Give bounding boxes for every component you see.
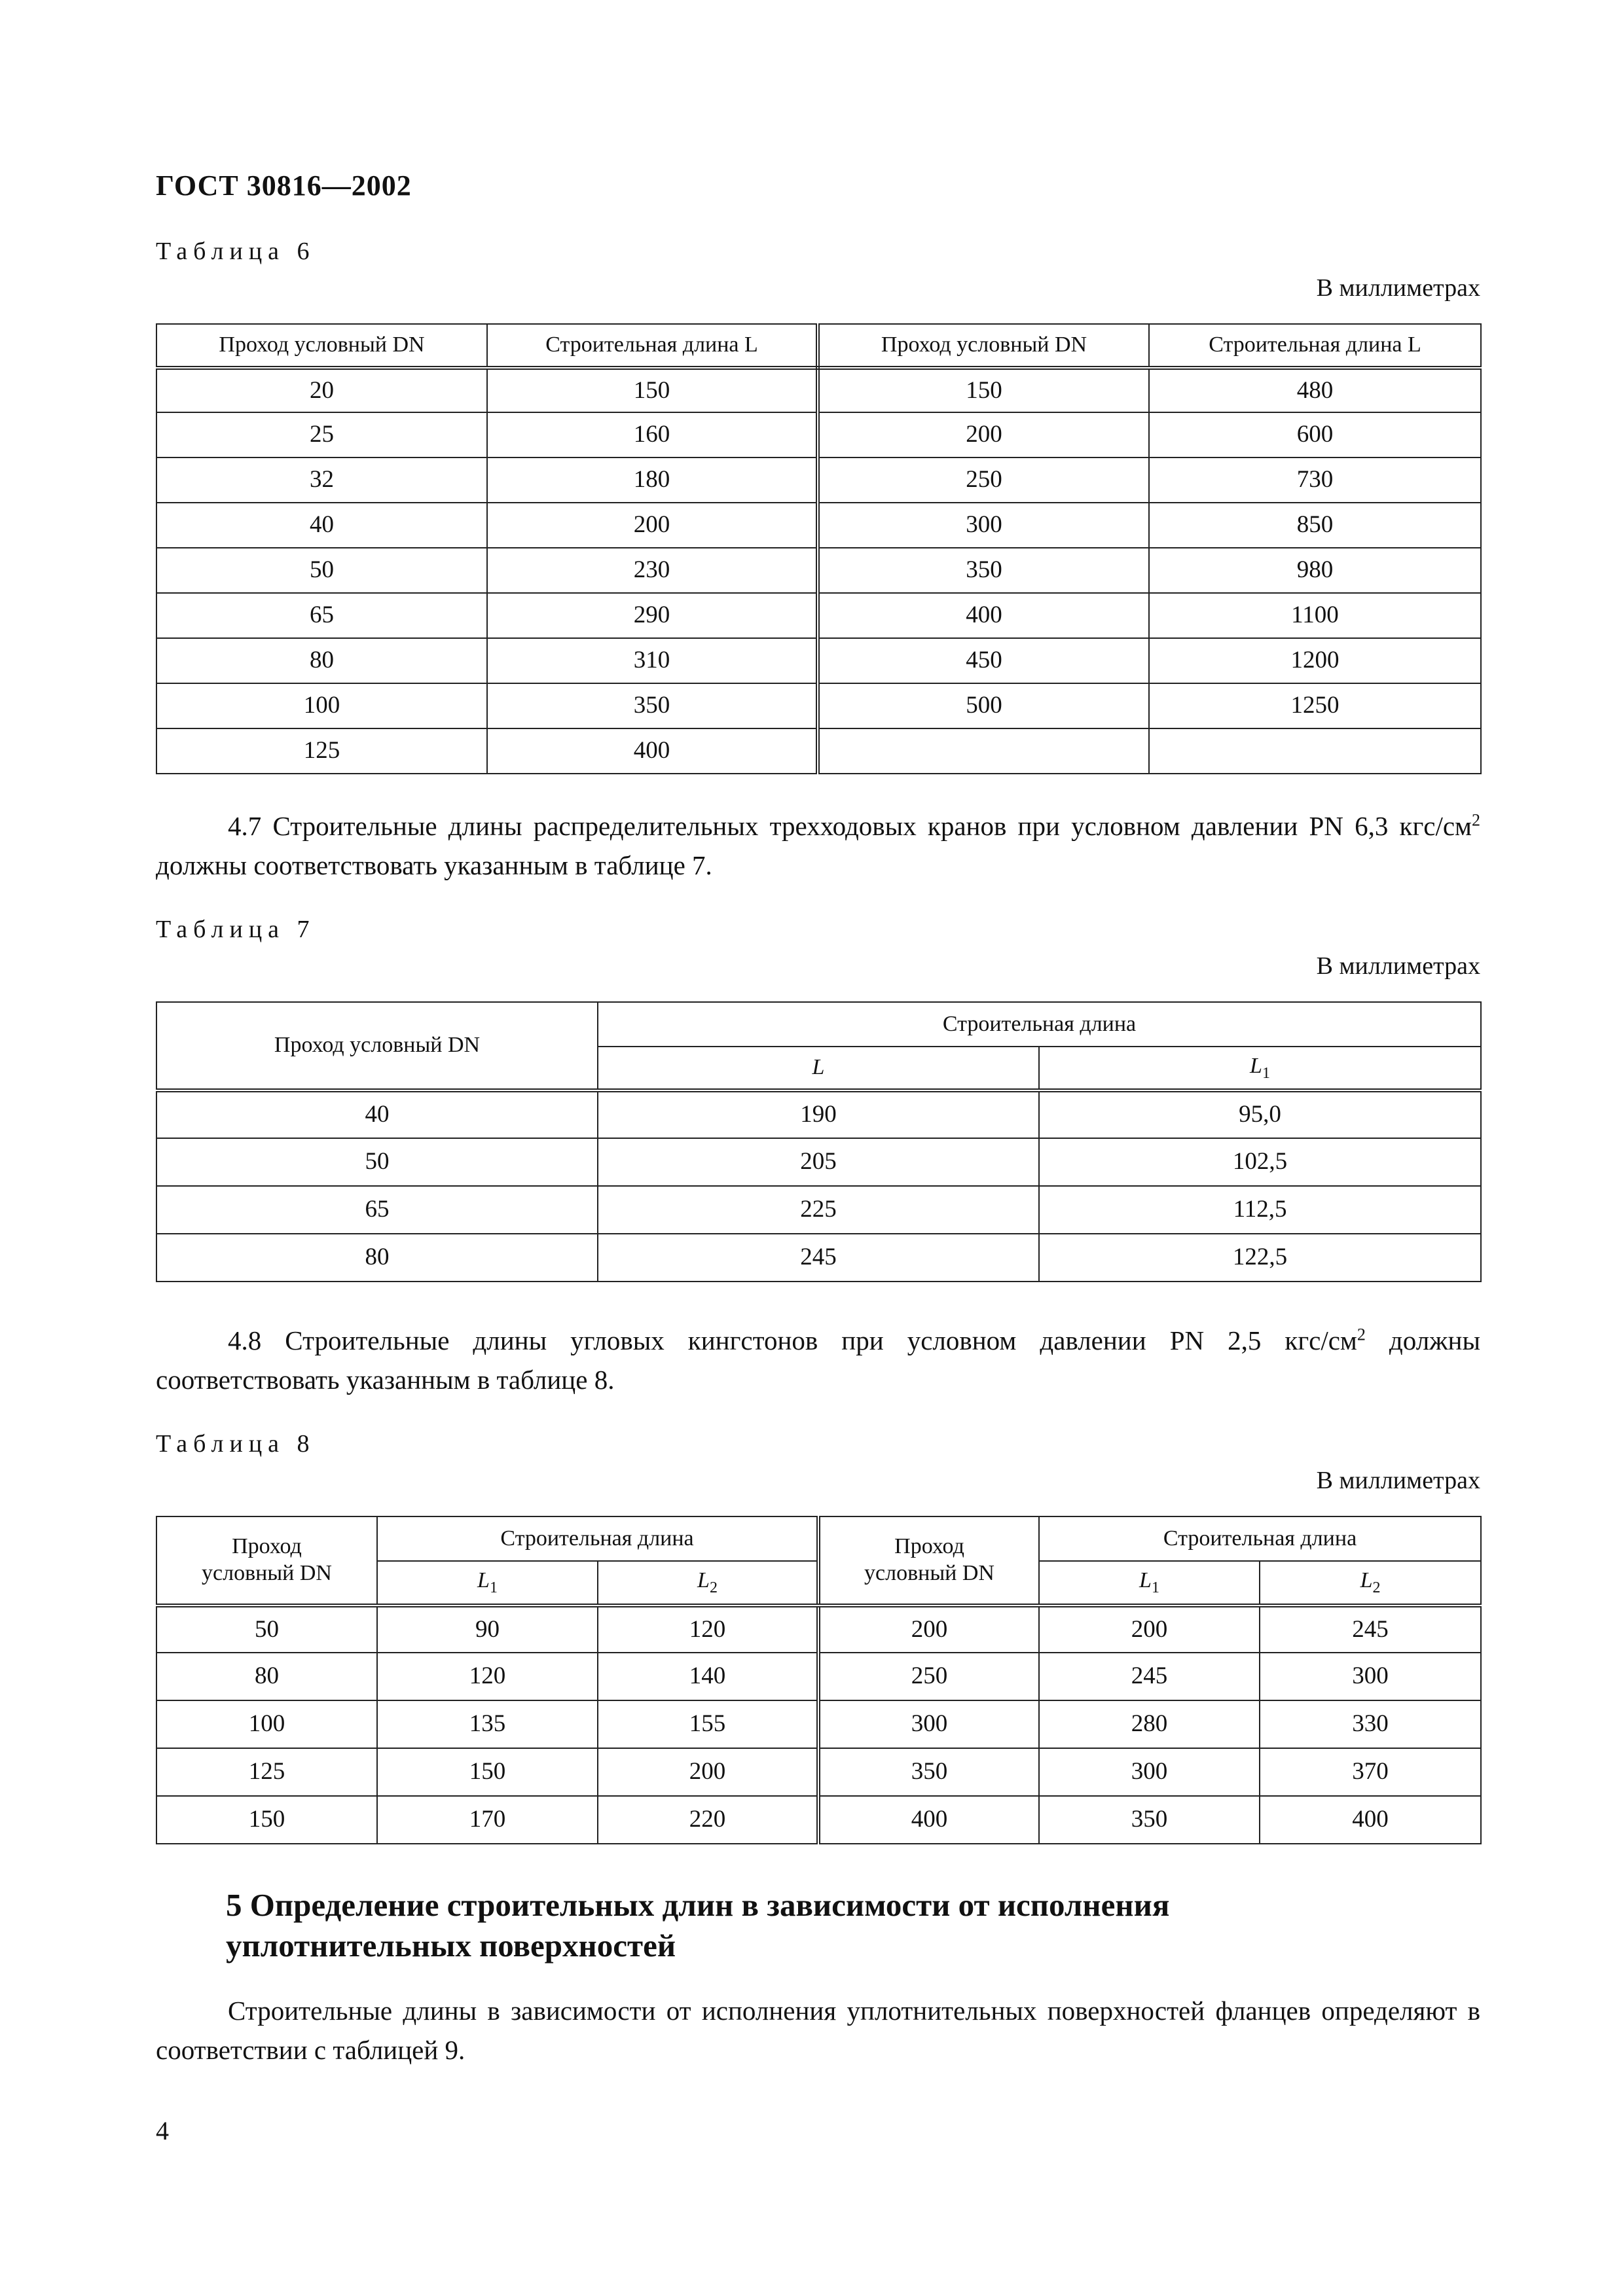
table8-cell: 400 <box>818 1796 1039 1844</box>
table7-subheader-l1 <box>1039 1047 1481 1090</box>
table8-subheader-l2-a <box>598 1561 818 1605</box>
table8-cell: 90 <box>377 1605 598 1653</box>
table7-cell: 40 <box>156 1090 598 1138</box>
table7-cell: 102,5 <box>1039 1138 1481 1186</box>
table6-cell: 600 <box>1149 412 1481 457</box>
table6-cell: 250 <box>818 457 1149 503</box>
table-row <box>156 1653 1481 1700</box>
table6-cell: 290 <box>487 593 818 638</box>
table8-cell: 300 <box>1039 1748 1260 1796</box>
table8-cell: 220 <box>598 1796 818 1844</box>
table6-cell: 980 <box>1149 548 1481 593</box>
paragraph-4-8 <box>156 1321 1480 1399</box>
table7-header-row <box>156 1002 1481 1047</box>
paragraph-4-7 <box>156 806 1480 885</box>
l-symbol: L <box>1139 1568 1152 1593</box>
table6-cell: 1200 <box>1149 638 1481 683</box>
table8-subheader-l2-b <box>1260 1561 1481 1605</box>
table7-header-length-label: Строительная длина <box>942 1011 1137 1036</box>
table8-header-dn-2-line1: Проход <box>894 1534 964 1559</box>
table6-cell: 150 <box>487 368 818 412</box>
table6 <box>156 323 1482 774</box>
section-5-title-line2: уплотнительных поверхностей <box>226 1928 676 1964</box>
paragraph-4-7-text-end: должны соответствовать указанным в таблице 7. <box>156 850 712 880</box>
table6-header-row <box>156 324 1481 368</box>
table8-cell: 125 <box>156 1748 377 1796</box>
table8-cell: 100 <box>156 1700 377 1748</box>
table6-cell: 310 <box>487 638 818 683</box>
table6-header-length-1 <box>487 324 818 368</box>
table7-cell: 225 <box>598 1186 1039 1234</box>
table-row <box>156 683 1481 728</box>
table7-cell: 205 <box>598 1138 1039 1186</box>
table8-cell: 250 <box>818 1653 1039 1700</box>
table-row <box>156 1090 1481 1138</box>
table8-header-row <box>156 1516 1481 1561</box>
table6-cell: 40 <box>156 503 487 548</box>
table-row <box>156 1186 1481 1234</box>
table7-caption: Таблица 7 <box>156 916 316 943</box>
paragraph-4-8-text-end: должны соответствовать указанным в таблице 8. <box>156 1325 1480 1395</box>
table6-cell: 400 <box>818 593 1149 638</box>
table6-header-dn-2 <box>818 324 1149 368</box>
table-row <box>156 1700 1481 1748</box>
table6-cell: 1250 <box>1149 683 1481 728</box>
table8-cell: 200 <box>818 1605 1039 1653</box>
table8-subheader-l1-a <box>377 1561 598 1605</box>
table8-units: В миллиметрах <box>1316 1467 1480 1494</box>
table6-cell: 150 <box>818 368 1149 412</box>
table6-header-length-2 <box>1149 324 1481 368</box>
table6-cell: 500 <box>818 683 1149 728</box>
superscript: 2 <box>1357 1325 1366 1344</box>
section-5-title-line1: 5 Определение строительных длин в зависимости от исполнения <box>226 1887 1170 1923</box>
table6-cell: 230 <box>487 548 818 593</box>
table8-cell: 120 <box>598 1605 818 1653</box>
table-row <box>156 548 1481 593</box>
section-5-paragraph <box>156 1991 1480 2070</box>
table8-header-length-2-label: Строительная длина <box>1163 1526 1357 1551</box>
table-row <box>156 1796 1481 1844</box>
table6-header-dn-2-label: Проход условный DN <box>881 332 1087 357</box>
table6-header-length-2-label: Строительная длина L <box>1209 332 1421 357</box>
table8-cell: 245 <box>1260 1605 1481 1653</box>
table8-cell: 350 <box>1039 1796 1260 1844</box>
table6-cell: 25 <box>156 412 487 457</box>
l-index: 2 <box>709 1579 718 1596</box>
table8-cell: 80 <box>156 1653 377 1700</box>
table7-cell: 122,5 <box>1039 1234 1481 1282</box>
table6-cell: 350 <box>818 548 1149 593</box>
table8-cell: 120 <box>377 1653 598 1700</box>
table7-cell: 112,5 <box>1039 1186 1481 1234</box>
table6-cell <box>1149 728 1481 774</box>
table8-header-length-1-label: Строительная длина <box>500 1526 694 1551</box>
table6-cell: 100 <box>156 683 487 728</box>
table7-cell: 245 <box>598 1234 1039 1282</box>
table8-header-length-2 <box>1039 1516 1481 1561</box>
table-row <box>156 412 1481 457</box>
table6-cell: 50 <box>156 548 487 593</box>
table7-cell: 65 <box>156 1186 598 1234</box>
table6-cell: 350 <box>487 683 818 728</box>
table8-cell: 280 <box>1039 1700 1260 1748</box>
table8-cell: 200 <box>598 1748 818 1796</box>
table-row <box>156 368 1481 412</box>
table8-cell: 135 <box>377 1700 598 1748</box>
table6-cell: 850 <box>1149 503 1481 548</box>
table6-cell: 80 <box>156 638 487 683</box>
table8-header-length-1 <box>377 1516 818 1561</box>
table6-cell: 20 <box>156 368 487 412</box>
table7-subheader-l-label: L <box>812 1055 825 1080</box>
table6-header-length-1-label: Строительная длина L <box>545 332 758 357</box>
table7-subheader-l1-label: L <box>1250 1053 1262 1078</box>
paragraph-4-8-text: 4.8 Строительные длины угловых кингстонов при условном давлении PN 2,5 кгс/см <box>228 1325 1357 1355</box>
table8-header-dn-1-line1: Проход <box>232 1534 302 1559</box>
table7-cell: 95,0 <box>1039 1090 1481 1138</box>
table-row <box>156 503 1481 548</box>
table8 <box>156 1516 1482 1844</box>
table7-header-dn-label: Проход условный DN <box>274 1033 481 1058</box>
l-index: 1 <box>489 1579 498 1596</box>
table-row <box>156 593 1481 638</box>
table8-cell: 200 <box>1039 1605 1260 1653</box>
table6-cell: 160 <box>487 412 818 457</box>
table-row <box>156 1748 1481 1796</box>
table7-subheader-l1-index: 1 <box>1262 1064 1270 1082</box>
table7-cell: 80 <box>156 1234 598 1282</box>
table8-cell: 150 <box>377 1748 598 1796</box>
table8-cell: 140 <box>598 1653 818 1700</box>
table8-caption: Таблица 8 <box>156 1430 316 1458</box>
table-row <box>156 457 1481 503</box>
l-index: 1 <box>1151 1579 1159 1596</box>
table-row <box>156 728 1481 774</box>
table6-cell: 1100 <box>1149 593 1481 638</box>
l-symbol: L <box>697 1568 710 1593</box>
table8-cell: 155 <box>598 1700 818 1748</box>
page-number: 4 <box>156 2116 169 2145</box>
table8-cell: 150 <box>156 1796 377 1844</box>
table-row <box>156 1138 1481 1186</box>
table6-units: В миллиметрах <box>1316 274 1480 302</box>
table6-cell: 125 <box>156 728 487 774</box>
table6-header-dn-1 <box>156 324 487 368</box>
l-symbol: L <box>1360 1568 1373 1593</box>
table6-cell: 32 <box>156 457 487 503</box>
table8-header-dn-2 <box>818 1516 1039 1605</box>
table7-units: В миллиметрах <box>1316 952 1480 980</box>
table7-header-length <box>598 1002 1481 1047</box>
table-row <box>156 1605 1481 1653</box>
section-5-title <box>226 1885 1470 1966</box>
table6-cell: 200 <box>818 412 1149 457</box>
table8-cell: 300 <box>818 1700 1039 1748</box>
table7 <box>156 1001 1482 1282</box>
l-index: 2 <box>1372 1579 1381 1596</box>
table6-cell: 65 <box>156 593 487 638</box>
l-symbol: L <box>477 1568 490 1593</box>
table6-cell: 730 <box>1149 457 1481 503</box>
table8-header-dn-1 <box>156 1516 377 1605</box>
paragraph-4-7-text: 4.7 Строительные длины распределительных трехходовых кранов при условном давлении PN 6,3 кгс/см <box>228 811 1472 841</box>
table7-cell: 190 <box>598 1090 1039 1138</box>
table6-cell: 180 <box>487 457 818 503</box>
table8-cell: 400 <box>1260 1796 1481 1844</box>
table8-header-dn-2-line2: условный DN <box>864 1561 994 1585</box>
section-5-paragraph-text: Строительные длины в зависимости от исполнения уплотнительных поверхностей фланцев определяют в соответствии с таблицей 9. <box>156 1996 1480 2065</box>
table8-subheader-l1-b <box>1039 1561 1260 1605</box>
table8-cell: 370 <box>1260 1748 1481 1796</box>
table6-caption: Таблица 6 <box>156 238 316 265</box>
table8-cell: 245 <box>1039 1653 1260 1700</box>
table6-cell: 480 <box>1149 368 1481 412</box>
table6-cell: 200 <box>487 503 818 548</box>
document-code: ГОСТ 30816—2002 <box>156 170 412 202</box>
table8-header-dn-1-line2: условный DN <box>202 1561 332 1585</box>
table6-cell <box>818 728 1149 774</box>
table7-cell: 50 <box>156 1138 598 1186</box>
table8-cell: 330 <box>1260 1700 1481 1748</box>
table8-cell: 350 <box>818 1748 1039 1796</box>
table8-cell: 170 <box>377 1796 598 1844</box>
table-row <box>156 1234 1481 1282</box>
table7-subheader-l <box>598 1047 1039 1090</box>
table-row <box>156 638 1481 683</box>
table8-cell: 300 <box>1260 1653 1481 1700</box>
table6-cell: 400 <box>487 728 818 774</box>
superscript: 2 <box>1472 810 1480 830</box>
table6-cell: 300 <box>818 503 1149 548</box>
table8-cell: 50 <box>156 1605 377 1653</box>
table6-cell: 450 <box>818 638 1149 683</box>
table6-header-dn-1-label: Проход условный DN <box>219 332 425 357</box>
table7-header-dn <box>156 1002 598 1090</box>
